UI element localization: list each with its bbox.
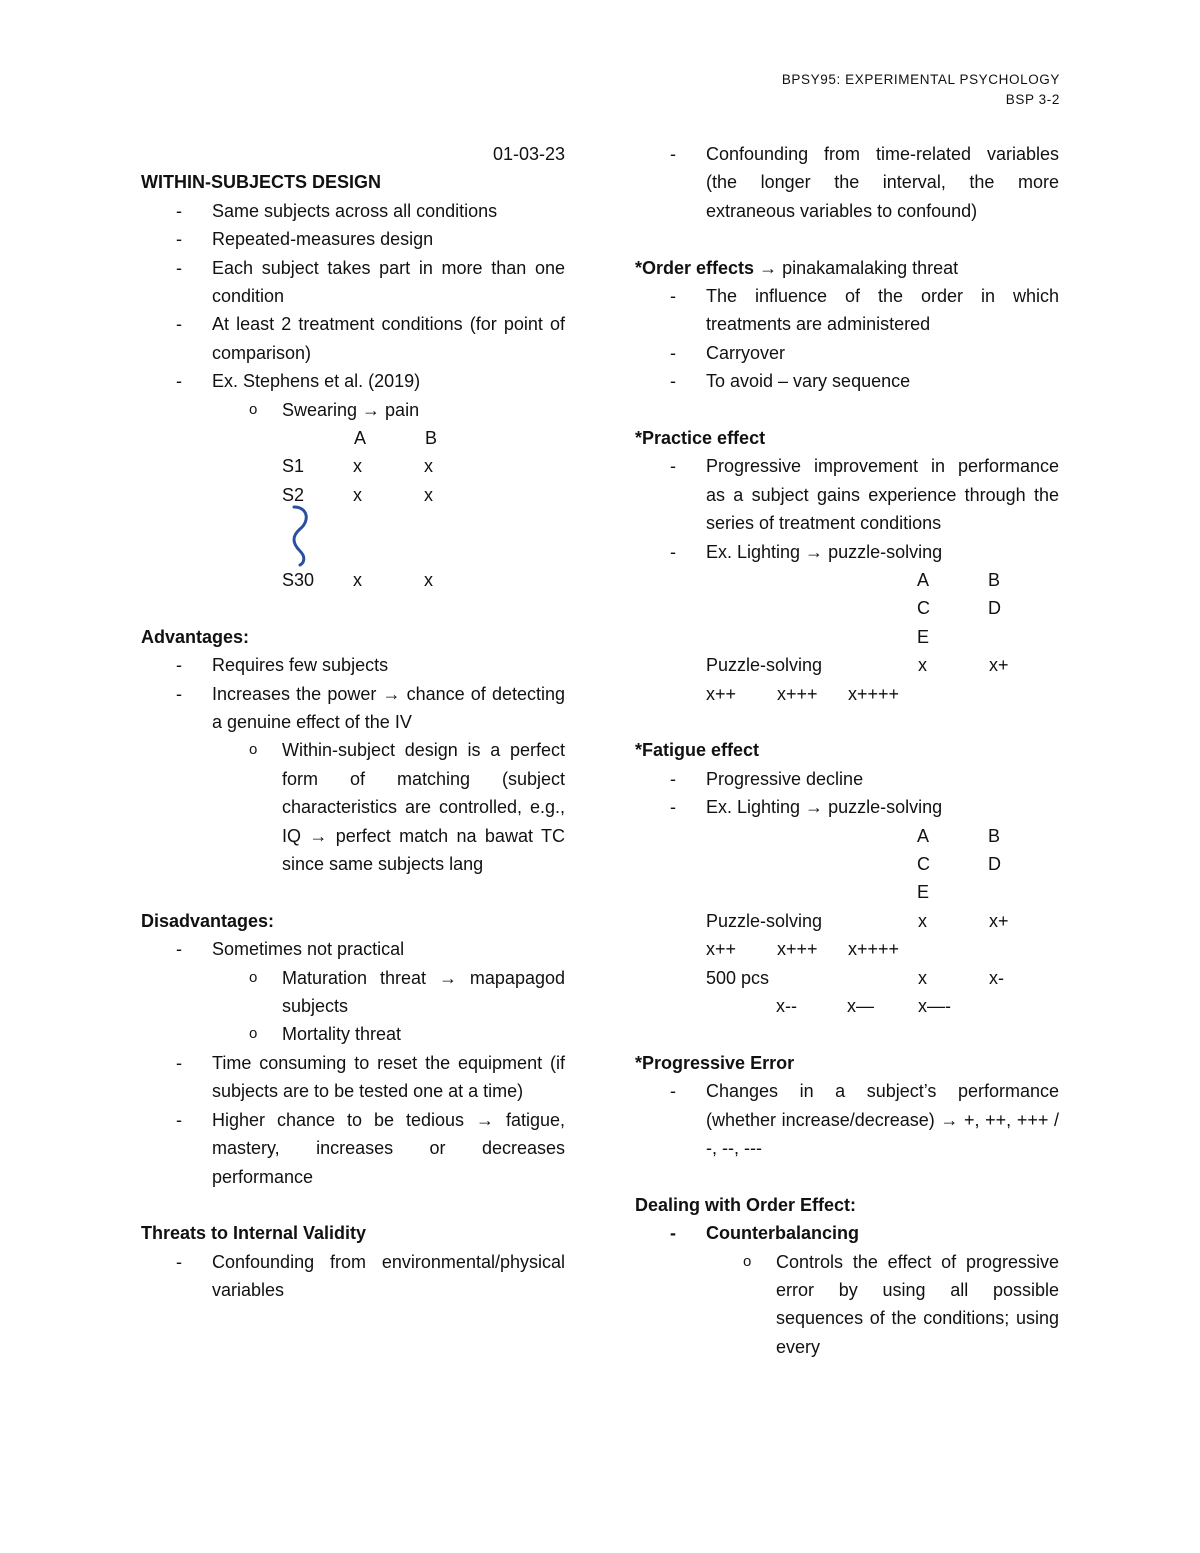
advantages-title: Advantages:: [141, 626, 250, 647]
threats-title: Threats to Internal Validity: [141, 1223, 367, 1244]
table-row: 500 pcs x x-: [706, 967, 1004, 988]
list-item: - Carryover: [670, 342, 786, 363]
table-header-row: A B: [917, 570, 1001, 591]
table-header-row: C D: [917, 854, 1001, 875]
list-item: - Repeated-measures design: [176, 229, 434, 250]
header-course: BPSY95: EXPERIMENTAL PSYCHOLOGY: [781, 72, 1060, 87]
table-row: Puzzle-solving x x+: [706, 655, 1009, 676]
list-item: - Changes in a subject’s performance (whether increase/decrease) → +, ++, +++ / -, --, ---: [670, 1081, 1059, 1158]
list-item: - Progressive improvement in performance as a subject gains experience through the series of treatment conditions: [670, 456, 1059, 534]
list-item: - The influence of the order in which treatments are administered: [670, 286, 1059, 335]
list-item: - Counterbalancing: [670, 1223, 860, 1244]
table-header-row: C D: [917, 598, 1001, 619]
table-header-row: A B: [354, 428, 438, 449]
right-column: [635, 140, 1059, 1361]
list-item: - At least 2 treatment conditions (for point of comparison): [176, 314, 565, 363]
table-row: S2 x x: [282, 484, 433, 505]
date: 01-03-23: [492, 144, 565, 164]
list-item: - Confounding from time-related variables (the longer the interval, the more extraneous variables to confound): [670, 144, 1059, 221]
list-item: - Ex. Lighting → puzzle-solving: [670, 541, 943, 562]
fatigue-effect-title: *Fatigue effect: [635, 740, 760, 761]
list-item: - Ex. Stephens et al. (2019): [176, 371, 421, 392]
sub-list-item: o Swearing → pain: [249, 399, 420, 420]
progressive-error-title: *Progressive Error: [635, 1052, 795, 1073]
table-header-row: E: [917, 626, 930, 647]
continuation-squiggle: [141, 509, 565, 566]
list-item: - Higher chance to be tedious → fatigue, mastery, increases or decreases performance: [176, 1109, 565, 1187]
list-item: - Ex. Lighting → puzzle-solving: [670, 797, 943, 818]
list-item: - Requires few subjects: [176, 655, 389, 676]
sub-list-item: o Controls the effect of progressive error by using all possible sequences of the conditions; using every: [743, 1251, 1059, 1357]
practice-effect-title: *Practice effect: [635, 428, 766, 449]
left-column: [141, 140, 565, 1305]
sub-list-item: o Maturation threat → mapapagod subjects: [249, 967, 565, 1017]
table-header-row: A B: [917, 825, 1001, 846]
list-item: - To avoid – vary sequence: [670, 371, 911, 392]
list-item: - Same subjects across all conditions: [176, 200, 498, 221]
table-row: x-- x— x—-: [776, 995, 951, 1016]
table-header-row: E: [917, 882, 930, 903]
table-row: S30 x x: [282, 570, 433, 591]
list-item: - Each subject takes part in more than one condition: [176, 257, 565, 307]
section-title: WITHIN-SUBJECTS DESIGN: [141, 172, 382, 193]
table-row: S1 x x: [282, 456, 433, 477]
table-row: x++ x+++ x++++: [706, 939, 900, 960]
table-row: Puzzle-solving x x+: [706, 910, 1009, 931]
sub-list-item: o Mortality threat: [249, 1024, 402, 1045]
list-item: - Time consuming to reset the equipment (if subjects are to be tested one at a time): [176, 1052, 565, 1102]
list-item: - Sometimes not practical: [176, 939, 405, 960]
dealing-title: Dealing with Order Effect:: [635, 1194, 857, 1215]
list-item: - Increases the power → chance of detecting a genuine effect of the IV: [176, 683, 565, 733]
order-effects-title: *Order effects → pinakamalaking threat: [635, 257, 959, 278]
squiggle-mark: [286, 503, 316, 567]
sub-list-item: o Within-subject design is a perfect form of matching (subject characteristics are controlled, e.g., IQ → perfect match na bawat TC since same subjects lang: [249, 740, 565, 875]
list-item: - Progressive decline: [670, 768, 864, 789]
header-section: BSP 3-2: [1005, 92, 1060, 107]
disadvantages-title: Disadvantages:: [141, 910, 275, 931]
table-row: x++ x+++ x++++: [706, 683, 900, 704]
list-item: - Confounding from environmental/physical variables: [176, 1251, 565, 1301]
